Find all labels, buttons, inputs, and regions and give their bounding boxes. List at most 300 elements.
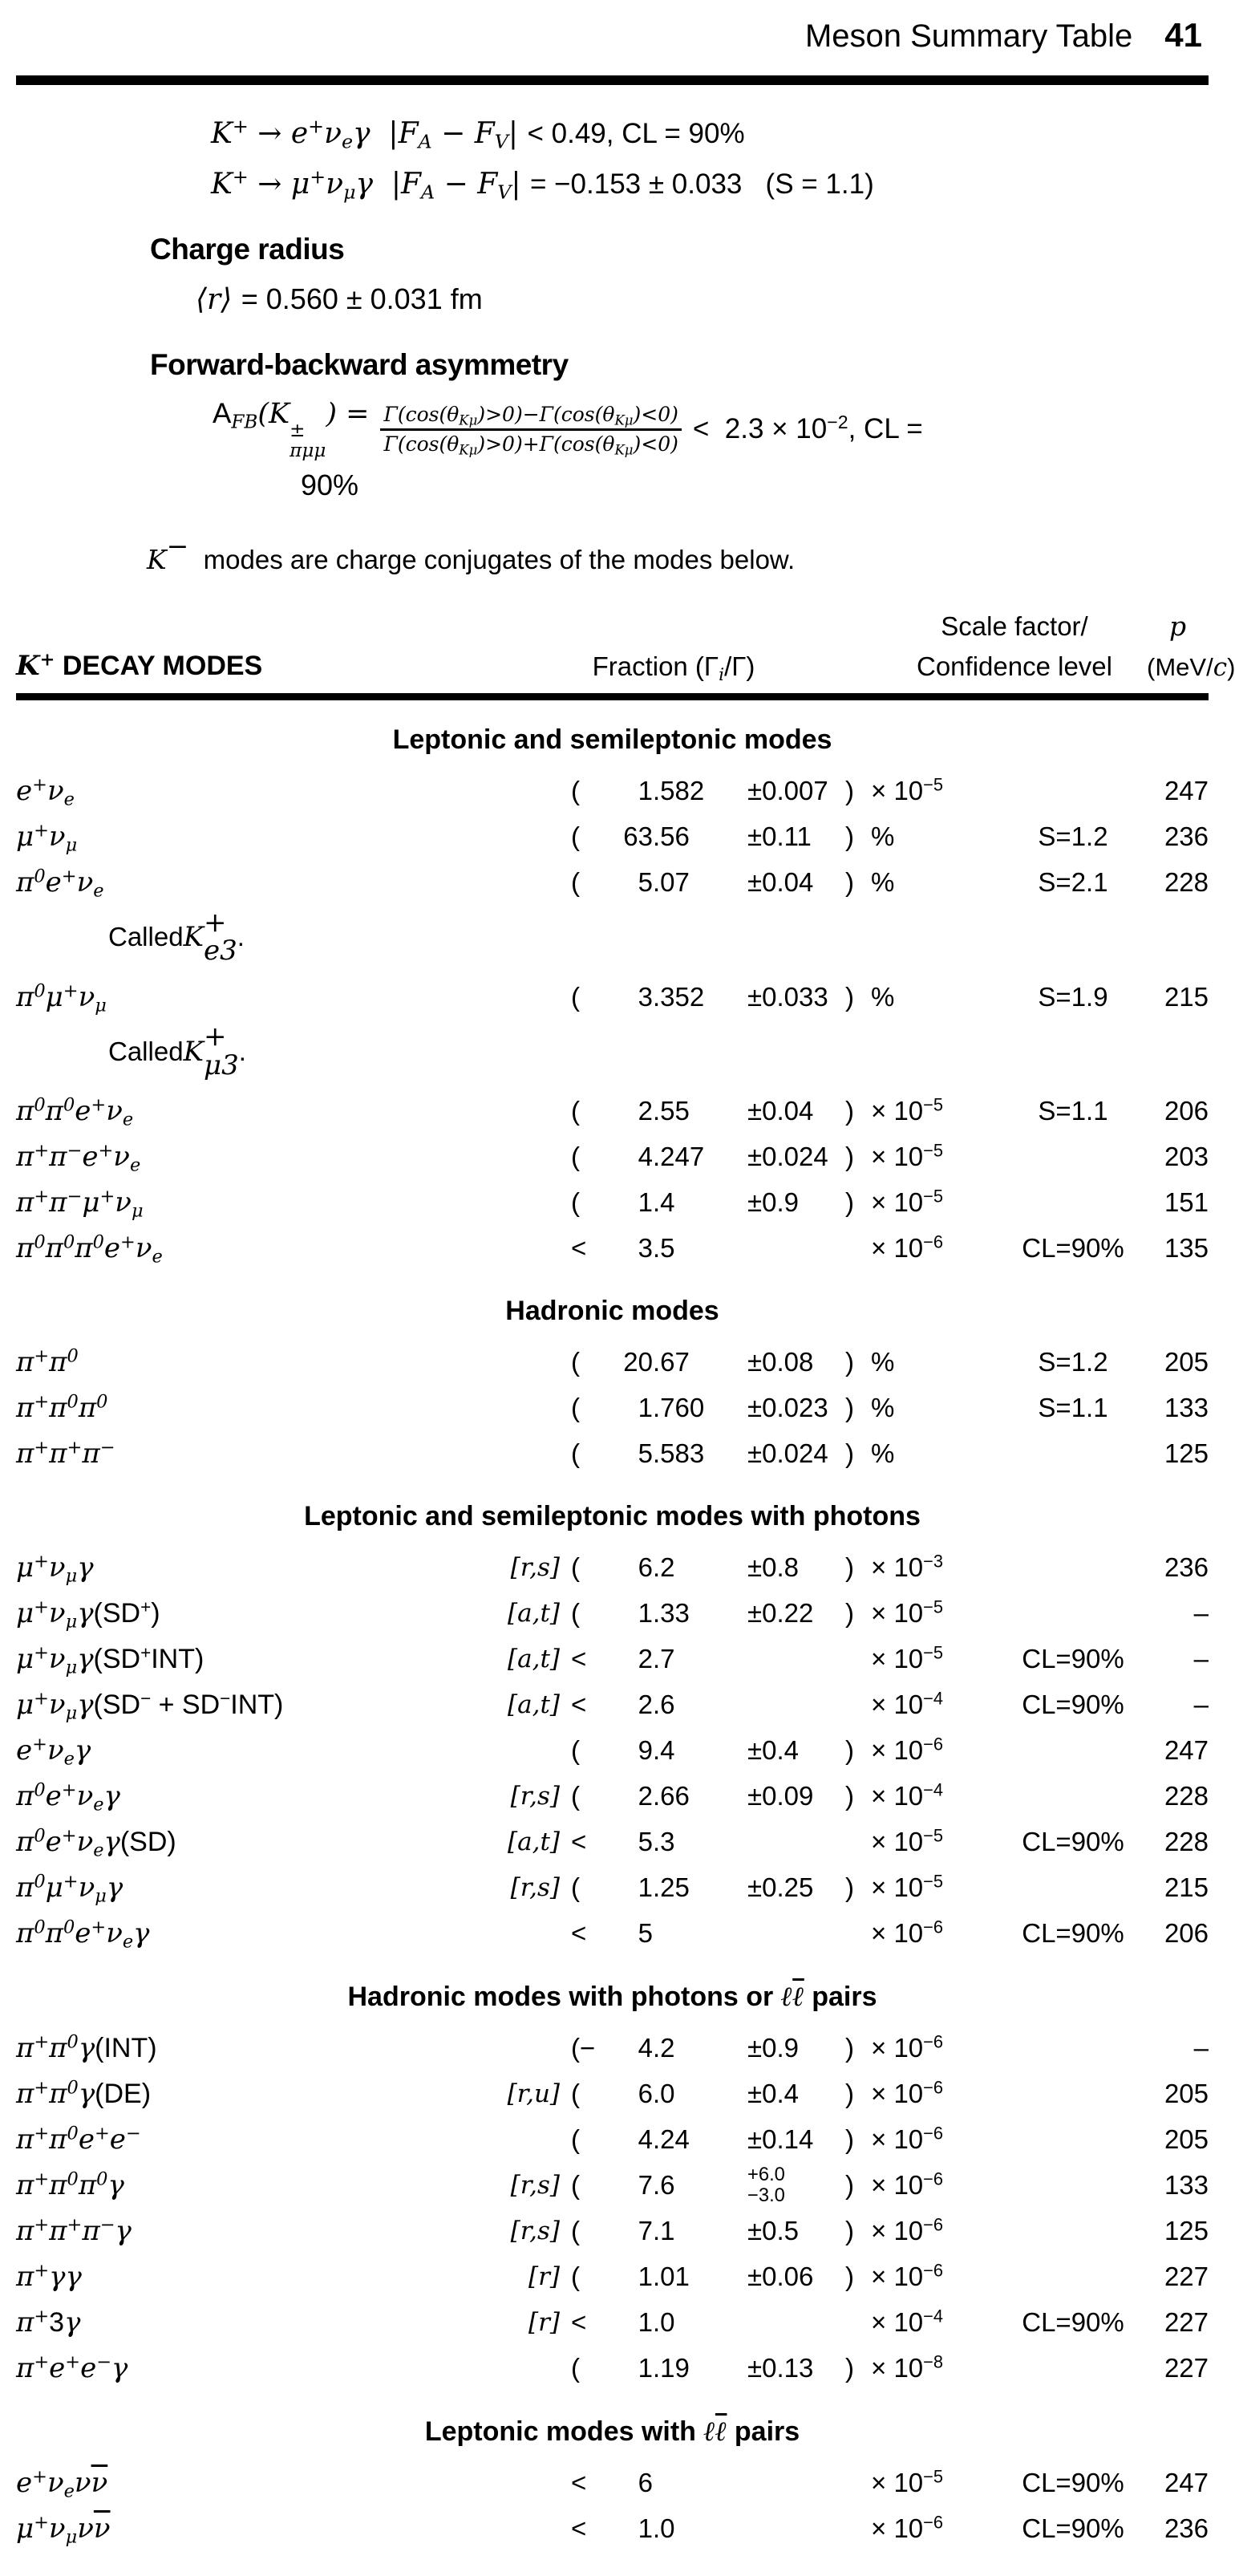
scale-or-cl: S=1.9 xyxy=(1038,981,1108,1012)
bracket: ( xyxy=(571,2124,580,2155)
decay-mode: $\pi^0\mu^+\nu_\mu$ xyxy=(16,980,107,1016)
decay-mode: π+3γ xyxy=(16,2306,81,2339)
decay-row xyxy=(16,1385,1209,1431)
close-paren: ) xyxy=(845,1347,854,1377)
value-int: 1 xyxy=(638,2262,653,2292)
page-header xyxy=(16,16,1209,55)
error: ±0.04 xyxy=(747,1096,814,1126)
bracket: ( xyxy=(571,1096,580,1126)
error: ±0.14 xyxy=(747,2124,814,2155)
decay-row xyxy=(16,974,1209,1020)
bracket: < xyxy=(571,1827,587,1857)
footnote-ref: [r,u] xyxy=(507,2079,560,2109)
bracket: < xyxy=(571,2468,587,2498)
unit: × $10^{-6}$ xyxy=(871,2123,943,2155)
value-frac: .0 xyxy=(653,2513,675,2544)
decay-mode: $\pi^0e^+\nu_e$ xyxy=(16,866,104,902)
close-paren: ) xyxy=(845,867,854,898)
value-frac: .07 xyxy=(653,867,690,898)
bracket: ( xyxy=(571,1347,580,1377)
error: ±0.024 xyxy=(747,1438,828,1469)
close-paren: ) xyxy=(845,776,854,806)
close-paren: ) xyxy=(845,1552,854,1583)
decay-row xyxy=(16,1134,1209,1180)
decay-mode: $\pi^+\pi^0\pi^0$ xyxy=(16,1391,108,1425)
scale-or-cl: CL=90% xyxy=(1022,2513,1124,2544)
value-frac: .1 xyxy=(653,2216,675,2246)
value-frac: .247 xyxy=(653,1142,705,1172)
value-int: 6 xyxy=(638,1552,653,1583)
charge-radius-heading: Charge radius xyxy=(150,233,345,266)
p-momentum: 135 xyxy=(1164,1233,1209,1264)
unit: × $10^{-5}$ xyxy=(871,1871,943,1903)
p-momentum: 133 xyxy=(1164,1393,1209,1423)
p-momentum: 133 xyxy=(1164,2170,1209,2201)
value-frac: .67 xyxy=(653,1347,690,1377)
error: ±0.9 xyxy=(747,1187,799,1218)
value-frac: .4 xyxy=(653,1187,675,1218)
mode-note: Called K + e3 . xyxy=(108,906,245,968)
decay-mode: $e^+\nu_e$ xyxy=(16,774,75,810)
decay-row xyxy=(16,814,1209,860)
close-paren: ) xyxy=(845,2262,854,2292)
close-paren: ) xyxy=(845,2216,854,2246)
value-int: 6 xyxy=(638,2468,653,2498)
decay-modes-header: K+ DECAY MODES xyxy=(16,649,263,682)
value-int: 5 xyxy=(638,1438,653,1469)
decay-row xyxy=(16,860,1209,906)
scale-or-cl: CL=90% xyxy=(1022,1644,1124,1674)
scale-or-cl: CL=90% xyxy=(1022,1690,1124,1720)
value-int: 4 xyxy=(638,2033,653,2063)
unit: % xyxy=(871,981,895,1012)
decay-mode: $\mu^+\nu_\mu$ xyxy=(16,820,78,856)
value-int: 20 xyxy=(623,1347,653,1377)
bracket: ( xyxy=(571,1187,580,1218)
p-momentum: 215 xyxy=(1164,1872,1209,1903)
charge-conjugate-note: K− modes are charge conjugates of the modes below. xyxy=(147,529,796,575)
unit: × $10^{-5}$ xyxy=(871,1140,943,1172)
p-momentum: – xyxy=(1193,1690,1209,1720)
fraction-header: Fraction $(\Gamma_i/\Gamma)$ xyxy=(592,651,755,685)
unit: × $10^{-5}$ xyxy=(871,774,943,806)
p-momentum: – xyxy=(1193,1598,1209,1629)
decay-row xyxy=(16,2506,1209,2552)
scale-or-cl: S=1.1 xyxy=(1038,1393,1108,1423)
unit: × $10^{-6}$ xyxy=(871,2214,943,2246)
decay-mode: $\pi^+\pi^-\mu^+\nu_\mu$ xyxy=(16,1186,144,1222)
decay-mode: $\pi^+\pi^-e^+\nu_e$ xyxy=(16,1140,141,1176)
error: ±0.25 xyxy=(747,1872,814,1903)
value-int: 1 xyxy=(638,1598,653,1629)
unit: % xyxy=(871,867,895,898)
error: ±0.4 xyxy=(747,2079,799,2109)
bracket: < xyxy=(571,1233,587,1264)
p-momentum: 205 xyxy=(1164,1347,1209,1377)
scale-or-cl: S=2.1 xyxy=(1038,867,1108,898)
top-rule xyxy=(16,75,1209,85)
decay-mode: $\pi^0\mu^+\nu_\mu\gamma$ xyxy=(16,1871,124,1907)
unit: × $10^{-5}$ xyxy=(871,2466,943,2498)
unit: × $10^{-4}$ xyxy=(871,2306,943,2338)
decay-row xyxy=(16,1180,1209,1226)
p-header: p xyxy=(1168,610,1187,642)
bracket: ( xyxy=(571,2216,580,2246)
bracket: ( xyxy=(571,2079,580,2109)
section-title: Hadronic modes xyxy=(505,1295,719,1326)
p-momentum: 206 xyxy=(1164,1096,1209,1126)
p-momentum: 205 xyxy=(1164,2079,1209,2109)
value-int: 6 xyxy=(638,2079,653,2109)
unit: × $10^{-4}$ xyxy=(871,1779,943,1811)
bracket: ( xyxy=(571,1142,580,1172)
p-momentum: 228 xyxy=(1164,1781,1209,1811)
value-frac: .352 xyxy=(653,981,705,1012)
decay-row xyxy=(16,1089,1209,1134)
bracket: ( xyxy=(571,1598,580,1629)
footnote-ref: [r] xyxy=(528,2262,560,2292)
value-frac: .6 xyxy=(653,1690,675,1720)
p-momentum: 125 xyxy=(1164,2216,1209,2246)
unit: × $10^{-3}$ xyxy=(871,1551,943,1583)
table-column-headers xyxy=(16,610,1235,685)
value-frac: .582 xyxy=(653,776,705,806)
close-paren: ) xyxy=(845,2079,854,2109)
value-frac: .19 xyxy=(653,2353,690,2383)
scale-or-cl: CL=90% xyxy=(1022,1233,1124,1264)
unit: % xyxy=(871,1393,895,1423)
unit: × $10^{-6}$ xyxy=(871,2077,943,2109)
unit: × $10^{-6}$ xyxy=(871,2512,943,2544)
bracket: < xyxy=(571,1644,587,1674)
unit: × $10^{-5}$ xyxy=(871,1186,943,1218)
close-paren: ) xyxy=(845,1096,854,1126)
footnote-ref: [a,t] xyxy=(508,1645,560,1674)
value-frac: .0 xyxy=(653,2079,675,2109)
close-paren: ) xyxy=(845,1187,854,1218)
decay-mode: π+π+π−γ xyxy=(16,2214,132,2248)
error: ±0.13 xyxy=(747,2353,814,2383)
error: ±0.06 xyxy=(747,2262,814,2292)
value-int: 2 xyxy=(638,1690,653,1720)
p-momentum: 205 xyxy=(1164,2124,1209,2155)
error: ±0.007 xyxy=(747,776,828,806)
footnote-ref: [r,s] xyxy=(510,1553,560,1583)
decay-mode: $\pi^+\pi^0\gamma(DE)$ xyxy=(16,2077,152,2111)
p-momentum: – xyxy=(1193,2033,1209,2063)
decay-row xyxy=(16,2209,1209,2254)
p-momentum: – xyxy=(1193,1644,1209,1674)
decay-row xyxy=(16,1819,1209,1865)
page-title: Meson Summary Table xyxy=(804,18,1133,54)
value-int: 5 xyxy=(638,867,653,898)
section-title: Leptonic and semileptonic modes with photons xyxy=(304,1500,921,1531)
decay-mode: $e^+\nu_e\nu\overline{\nu}$ xyxy=(16,2466,108,2502)
decay-mode: $e^+\nu_e\gamma$ xyxy=(16,1734,91,1770)
value-frac: .4 xyxy=(653,1735,675,1766)
decay-row xyxy=(16,1728,1209,1774)
decay-row xyxy=(16,2460,1209,2506)
equation-line: $K^+ \to \mu^+\nu_\mu\gamma$ $|F_A - F_V| = -0.153 \pm 0.033$ (S = 1.1) xyxy=(211,165,874,204)
close-paren: ) xyxy=(845,1598,854,1629)
decay-row xyxy=(16,1911,1209,1957)
p-momentum: 247 xyxy=(1164,2468,1209,2498)
decay-mode: $\pi^0e^+\nu_e\gamma(SD)$ xyxy=(16,1825,176,1861)
close-paren: ) xyxy=(845,2353,854,2383)
decay-mode: $\mu^+\nu_\mu\gamma(SD^+)$ xyxy=(16,1596,160,1633)
value-int: 2 xyxy=(638,1781,653,1811)
decay-row xyxy=(16,769,1209,814)
close-paren: ) xyxy=(845,821,854,852)
value-int: 63 xyxy=(623,821,653,852)
value-int: 7 xyxy=(638,2170,653,2201)
decay-row xyxy=(16,1340,1209,1385)
decay-modes-table xyxy=(16,724,1209,2552)
p-momentum: 236 xyxy=(1164,821,1209,852)
bracket: ( xyxy=(571,1552,580,1583)
mevc-header: (MeV/c) xyxy=(1147,652,1235,682)
value-int: 7 xyxy=(638,2216,653,2246)
decay-mode: $\pi^+\pi^0\pi^0\gamma$ xyxy=(16,2168,124,2202)
error: ±0.22 xyxy=(747,1598,814,1629)
unit: × $10^{-5}$ xyxy=(871,1094,943,1126)
unit: × $10^{-6}$ xyxy=(871,1917,943,1949)
bracket: ( xyxy=(571,776,580,806)
unit: × $10^{-5}$ xyxy=(871,1825,943,1857)
scale-or-cl: CL=90% xyxy=(1022,1827,1124,1857)
footnote-ref: [a,t] xyxy=(508,1828,560,1857)
close-paren: ) xyxy=(845,1872,854,1903)
decay-row xyxy=(16,2254,1209,2300)
error: ±0.04 xyxy=(747,867,814,898)
error: ±0.4 xyxy=(747,1735,799,1766)
value-int: 5 xyxy=(638,1918,653,1949)
error: ±0.024 xyxy=(747,1142,828,1172)
value-int: 1 xyxy=(638,1393,653,1423)
value-frac: .7 xyxy=(653,1644,675,1674)
p-momentum: 247 xyxy=(1164,1735,1209,1766)
error: ±0.09 xyxy=(747,1781,814,1811)
decay-mode: π+e+e−γ xyxy=(16,2351,128,2385)
decay-row xyxy=(16,1545,1209,1591)
decay-row xyxy=(16,2026,1209,2071)
p-momentum: 227 xyxy=(1164,2353,1209,2383)
bracket: ( xyxy=(571,1872,580,1903)
p-momentum: 227 xyxy=(1164,2307,1209,2338)
p-momentum: 236 xyxy=(1164,1552,1209,1583)
bracket: < xyxy=(571,2307,587,2338)
value-frac: .01 xyxy=(653,2262,690,2292)
bracket: ( xyxy=(571,1781,580,1811)
decay-mode: $\pi^0\pi^0e^+\nu_e$ xyxy=(16,1094,134,1130)
value-frac: .0 xyxy=(653,2307,675,2338)
value-frac: .2 xyxy=(653,2033,675,2063)
decay-mode: $\mu^+\nu_\mu\gamma(SD^- + SD^-INT)$ xyxy=(16,1688,284,1724)
value-frac: .583 xyxy=(653,1438,705,1469)
value-frac: .33 xyxy=(653,1598,690,1629)
bracket: ( xyxy=(571,2262,580,2292)
page-number: 41 xyxy=(1164,16,1202,54)
p-momentum: 203 xyxy=(1164,1142,1209,1172)
fb-numerator: $\Gamma(\cos(\theta_{K\mu})>0)-\Gamma(\cos(\theta_{K\mu})<0)$ xyxy=(380,403,681,431)
value-frac: .56 xyxy=(653,821,690,852)
unit: × $10^{-6}$ xyxy=(871,2260,943,2292)
value-int: 4 xyxy=(638,2124,653,2155)
decay-mode: $\pi^+\pi^0\gamma(INT)$ xyxy=(16,2031,157,2065)
section-title: Leptonic modes with ℓℓ pairs xyxy=(424,2415,800,2448)
footnote-ref: [r,s] xyxy=(510,2217,560,2246)
close-paren: ) xyxy=(845,2033,854,2063)
unit: % xyxy=(871,1438,895,1469)
value-int: 1 xyxy=(638,776,653,806)
value-int: 5 xyxy=(638,1827,653,1857)
decay-row xyxy=(16,2117,1209,2163)
decay-mode: $\pi^0\pi^0e^+\nu_e\gamma$ xyxy=(16,1917,150,1953)
value-int: 1 xyxy=(638,1872,653,1903)
decay-row xyxy=(16,1591,1209,1637)
footnote-ref: [r,s] xyxy=(510,1782,560,1811)
unit: × $10^{-8}$ xyxy=(871,2351,943,2383)
footnote-ref: [r,s] xyxy=(510,1873,560,1903)
unit: × $10^{-4}$ xyxy=(871,1688,943,1720)
footnote-ref: [r] xyxy=(528,2308,560,2338)
section-title: Leptonic and semileptonic modes xyxy=(392,724,832,755)
decay-mode: π+π+π− xyxy=(16,1437,115,1471)
bracket: < xyxy=(571,2513,587,2544)
decay-row xyxy=(16,2163,1209,2209)
value-frac: .55 xyxy=(653,1096,690,1126)
scale-or-cl: CL=90% xyxy=(1022,1918,1124,1949)
error: ±0.033 xyxy=(747,981,828,1012)
p-momentum: 247 xyxy=(1164,776,1209,806)
p-momentum: 228 xyxy=(1164,1827,1209,1857)
close-paren: ) xyxy=(845,2170,854,2201)
form-factor-equations xyxy=(211,115,1209,204)
decay-row xyxy=(16,1431,1209,1477)
p-momentum: 151 xyxy=(1164,1187,1209,1218)
close-paren: ) xyxy=(845,1393,854,1423)
value-int: 1 xyxy=(638,2307,653,2338)
fb-lhs: $A_{FB}(K$ ± πμμ ) = xyxy=(213,398,370,461)
decay-mode: $\mu^+\nu_\mu\gamma$ xyxy=(16,1551,94,1587)
scale-or-cl: S=1.2 xyxy=(1038,821,1108,852)
scale-or-cl: CL=90% xyxy=(1022,2307,1124,2338)
scale-or-cl: S=1.2 xyxy=(1038,1347,1108,1377)
value-int: 2 xyxy=(638,1644,653,1674)
bracket: < xyxy=(571,1918,587,1949)
close-paren: ) xyxy=(845,981,854,1012)
p-momentum: 215 xyxy=(1164,981,1209,1012)
fb-asymmetry-heading: Forward-backward asymmetry xyxy=(150,348,569,381)
close-paren: ) xyxy=(845,1142,854,1172)
value-frac: .66 xyxy=(653,1781,690,1811)
unit: × $10^{-6}$ xyxy=(871,1231,943,1264)
bracket: ( xyxy=(571,1393,580,1423)
error: ±0.5 xyxy=(747,2216,799,2246)
bracket: ( xyxy=(571,821,580,852)
p-momentum: 228 xyxy=(1164,867,1209,898)
bracket: (− xyxy=(571,2033,596,2063)
unit: % xyxy=(871,821,895,852)
decay-row xyxy=(16,1637,1209,1682)
fb-fraction xyxy=(380,403,681,456)
value-frac: .25 xyxy=(653,1872,690,1903)
value-int: 1 xyxy=(638,2353,653,2383)
decay-mode: $\pi^0e^+\nu_e\gamma$ xyxy=(16,1779,120,1815)
bracket: ( xyxy=(571,2170,580,2201)
header-rule xyxy=(16,693,1209,700)
value-frac: .24 xyxy=(653,2124,690,2155)
unit: × $10^{-6}$ xyxy=(871,2168,943,2201)
value-frac: .760 xyxy=(653,1393,705,1423)
value-frac: .2 xyxy=(653,1552,675,1583)
fb-continuation: 90% xyxy=(301,468,359,501)
p-momentum: 125 xyxy=(1164,1438,1209,1469)
p-momentum: 227 xyxy=(1164,2262,1209,2292)
decay-row xyxy=(16,1774,1209,1819)
bracket: ( xyxy=(571,2353,580,2383)
value-int: 2 xyxy=(638,1096,653,1126)
decay-mode: $\mu^+\nu_\mu\gamma(SD^+INT)$ xyxy=(16,1642,204,1678)
value-int: 9 xyxy=(638,1735,653,1766)
unit: × $10^{-5}$ xyxy=(871,1642,943,1674)
decay-mode: $\pi^+\pi^0e^+e^-$ xyxy=(16,2123,141,2156)
charge-radius-value: ⟨r⟩ = 0.560 ± 0.031 fm xyxy=(196,282,483,316)
value-int: 3 xyxy=(638,981,653,1012)
close-paren: ) xyxy=(845,1438,854,1469)
footnote-ref: [a,t] xyxy=(508,1599,560,1629)
bracket: ( xyxy=(571,867,580,898)
scale-factor-header-line1: Scale factor/ xyxy=(941,611,1088,641)
p-momentum: 206 xyxy=(1164,1918,1209,1949)
scale-or-cl: CL=90% xyxy=(1022,2468,1124,2498)
value-frac: .5 xyxy=(653,1233,675,1264)
bracket: < xyxy=(571,1690,587,1720)
decay-mode: $\pi^0\pi^0\pi^0e^+\nu_e$ xyxy=(16,1231,163,1268)
value-int: 1 xyxy=(638,2513,653,2544)
decay-row xyxy=(16,1226,1209,1272)
decay-row xyxy=(16,1865,1209,1911)
decay-row xyxy=(16,2346,1209,2391)
confidence-level-header: Confidence level xyxy=(917,651,1112,681)
fb-denominator: $\Gamma(\cos(\theta_{K\mu})>0)+\Gamma(\cos(\theta_{K\mu})<0)$ xyxy=(383,432,678,458)
value-int: 1 xyxy=(638,1187,653,1218)
unit: × $10^{-5}$ xyxy=(871,1596,943,1629)
value-int: 4 xyxy=(638,1142,653,1172)
scale-or-cl: S=1.1 xyxy=(1038,1096,1108,1126)
error: ±0.023 xyxy=(747,1393,828,1423)
bracket: ( xyxy=(571,1735,580,1766)
decay-row xyxy=(16,2071,1209,2117)
error: ±0.8 xyxy=(747,1552,799,1583)
decay-row xyxy=(16,2300,1209,2346)
error: +6.0 −3.0 xyxy=(747,2163,785,2207)
close-paren: ) xyxy=(845,1735,854,1766)
mode-note: Called K + μ3 . xyxy=(108,1020,246,1081)
value-frac: .3 xyxy=(653,1827,675,1857)
footnote-ref: [r,s] xyxy=(510,2171,560,2201)
value-int: 3 xyxy=(638,1233,653,1264)
bracket: ( xyxy=(571,981,580,1012)
fb-asymmetry-formula xyxy=(213,398,1209,460)
p-momentum: 236 xyxy=(1164,2513,1209,2544)
error: ±0.11 xyxy=(747,821,812,852)
section-title: Hadronic modes with photons or ℓℓ pairs xyxy=(347,1980,877,2013)
decay-row xyxy=(16,1682,1209,1728)
decay-mode: $\pi^+\pi^0$ xyxy=(16,1345,79,1379)
close-paren: ) xyxy=(845,1781,854,1811)
unit: × $10^{-6}$ xyxy=(871,2031,943,2063)
